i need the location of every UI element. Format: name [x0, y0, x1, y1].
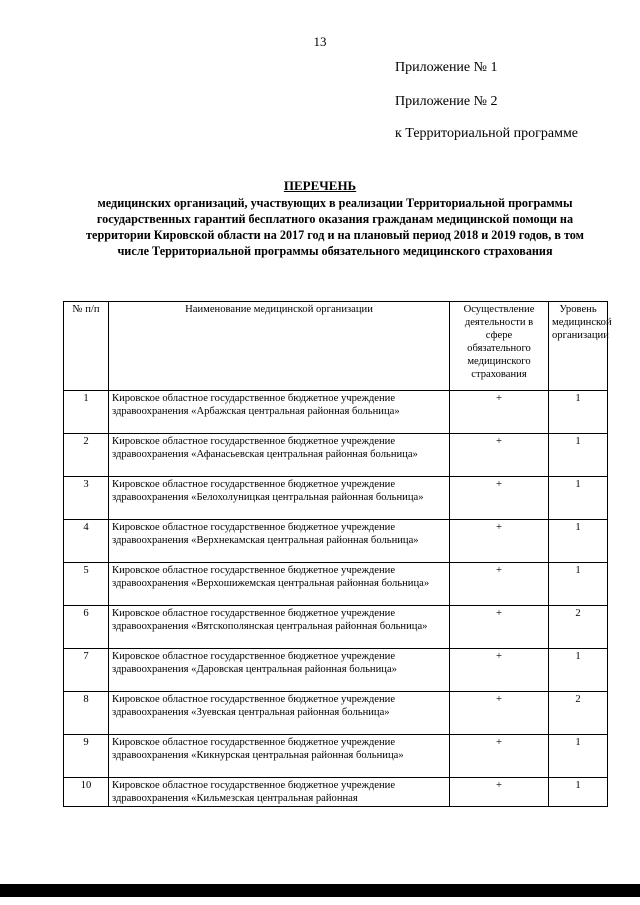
row-oms: +	[450, 735, 549, 778]
row-level: 1	[549, 649, 608, 692]
table-row	[64, 735, 608, 778]
row-name: Кировское областное государственное бюджетное учреждение здравоохранения «Кикнурская центральная районная больница»	[109, 735, 450, 778]
row-num: 1	[64, 391, 109, 434]
row-name: Кировское областное государственное бюджетное учреждение здравоохранения «Афанасьевская центральная районная больница»	[109, 434, 450, 477]
page-number: 13	[313, 34, 327, 49]
appendix-line-1: Приложение № 1	[395, 60, 498, 75]
row-oms: +	[450, 649, 549, 692]
row-name: Кировское областное государственное бюджетное учреждение здравоохранения «Верхошижемская центральная районная больница»	[109, 563, 450, 606]
row-level: 1	[549, 735, 608, 778]
row-oms: +	[450, 520, 549, 563]
row-name: Кировское областное государственное бюджетное учреждение здравоохранения «Вятскополянская центральная районная больница»	[109, 606, 450, 649]
row-name-text: Кировское областное государственное бюджетное учреждение здравоохранения «Кильмезская центральная районная	[112, 780, 396, 804]
header-num: № п/п	[64, 302, 109, 391]
document-subtitle: медицинских организаций, участвующих в реализации Территориальной программы государственных гарантий бесплатного оказания гражданам медицинской помощи на территории Кировской области на 2017 год и на плановый период 2018 и 2019 годов, в том числе Территориальной программы обязательного медицинского страхования	[86, 196, 584, 258]
appendix-line-3: к Территориальной программе	[395, 126, 579, 141]
row-oms: +	[450, 563, 549, 606]
row-level: 1	[549, 563, 608, 606]
table-row	[64, 778, 608, 807]
row-num: 8	[64, 692, 109, 735]
row-name: Кировское областное государственное бюджетное учреждение здравоохранения «Арбажская центральная районная больница»	[109, 391, 450, 434]
appendix-line-2: Приложение № 2	[395, 94, 498, 109]
row-level: 2	[549, 692, 608, 735]
row-oms: +	[450, 434, 549, 477]
header-level: Уровень медицинской организации	[549, 302, 608, 391]
table-header-row	[64, 302, 608, 391]
row-num: 5	[64, 563, 109, 606]
row-num: 9	[64, 735, 109, 778]
header-oms: Осуществление деятельности в сфере обязательного медицинского страхования	[450, 302, 549, 391]
row-num: 10	[64, 778, 109, 807]
row-level: 1	[549, 434, 608, 477]
row-num: 2	[64, 434, 109, 477]
table-row	[64, 520, 608, 563]
table-row	[64, 649, 608, 692]
row-num: 6	[64, 606, 109, 649]
row-oms: +	[450, 477, 549, 520]
row-oms: +	[450, 606, 549, 649]
table-row	[64, 563, 608, 606]
row-level: 1	[549, 520, 608, 563]
organizations-table	[63, 301, 612, 807]
row-num: 7	[64, 649, 109, 692]
row-name: Кировское областное государственное бюджетное учреждение здравоохранения «Даровская центральная районная больница»	[109, 649, 450, 692]
row-name: Кировское областное государственное бюджетное учреждение здравоохранения «Белохолуницкая центральная районная больница»	[109, 477, 450, 520]
row-num: 3	[64, 477, 109, 520]
table-row	[64, 692, 608, 735]
row-name: Кировское областное государственное бюджетное учреждение здравоохранения «Верхнекамская центральная районная больница»	[109, 520, 450, 563]
row-level: 1	[549, 477, 608, 520]
scan-border-bar	[0, 884, 640, 897]
row-level: 1	[549, 391, 608, 434]
document-title: ПЕРЕЧЕНЬ	[283, 178, 357, 193]
table-row	[64, 434, 608, 477]
table-row	[64, 391, 608, 434]
row-name: Кировское областное государственное бюджетное учреждение здравоохранения «Зуевская центральная районная больница»	[109, 692, 450, 735]
header-name: Наименование медицинской организации	[109, 302, 450, 391]
row-oms: +	[450, 692, 549, 735]
table-row	[64, 606, 608, 649]
row-name	[109, 778, 450, 807]
row-level: 1	[549, 778, 608, 807]
row-oms: +	[450, 778, 549, 807]
row-level: 2	[549, 606, 608, 649]
row-num: 4	[64, 520, 109, 563]
table-row	[64, 477, 608, 520]
row-oms: +	[450, 391, 549, 434]
